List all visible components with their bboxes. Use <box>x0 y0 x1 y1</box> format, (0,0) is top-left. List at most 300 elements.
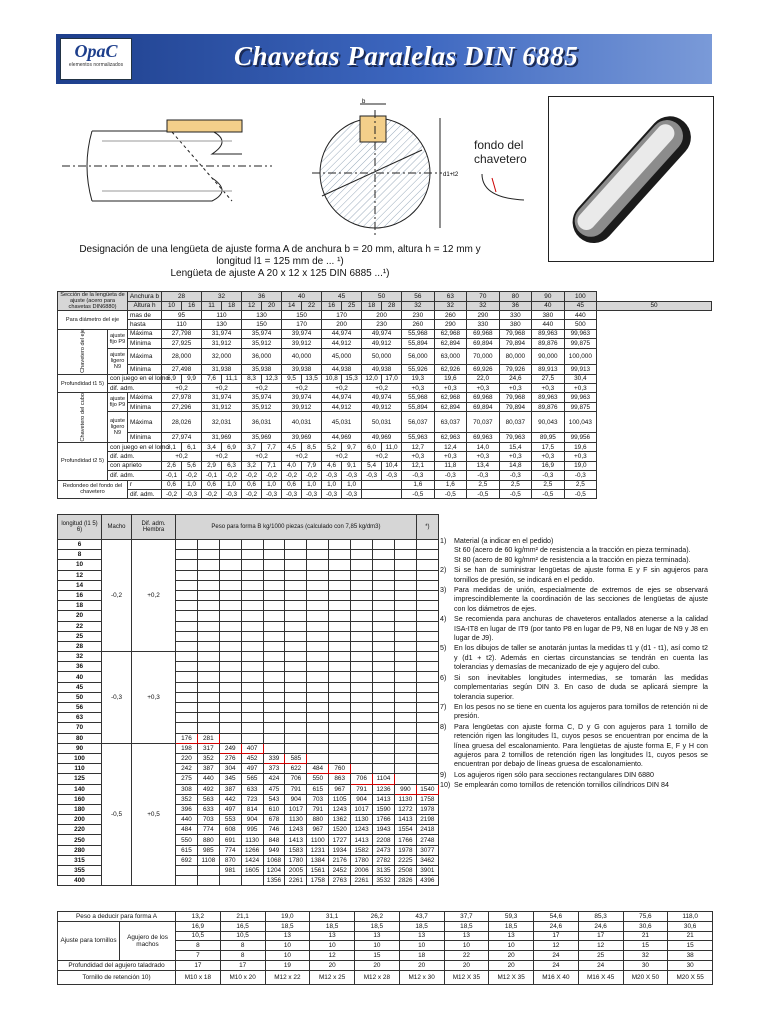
table-cell: Mínima <box>128 433 162 443</box>
data-row <box>58 412 712 433</box>
data-row <box>58 339 712 348</box>
length-value: 315 <box>58 855 102 865</box>
svg-text:d1+t2: d1+t2 <box>443 172 459 178</box>
weight-value: 1384 <box>307 855 329 865</box>
table-cell: 18 <box>399 951 444 961</box>
weight-value <box>176 621 198 631</box>
weight-value <box>329 631 351 641</box>
weight-value: 2176 <box>329 855 351 865</box>
table-cell: -0,1 <box>162 471 182 480</box>
table-cell: 50,031 <box>362 412 402 433</box>
table-cell: -0,3 <box>467 471 500 480</box>
weight-value <box>176 692 198 702</box>
weight-value: 1413 <box>394 815 416 825</box>
table-cell: 9,9 <box>182 374 202 383</box>
weight-value <box>394 580 416 590</box>
weight-value <box>394 641 416 651</box>
height-value: 36 <box>499 301 532 311</box>
table-cell: 1,6 <box>402 480 435 489</box>
table-cell: +0,2 <box>282 384 322 393</box>
weight-value <box>263 560 285 570</box>
weight-value: 1272 <box>394 804 416 814</box>
table-cell: 170 <box>282 320 322 329</box>
width-value: 90 <box>532 292 565 302</box>
table-cell: Máxima <box>128 412 162 433</box>
table-cell: -0,5 <box>102 743 132 886</box>
length-value: 70 <box>58 723 102 733</box>
weight-value <box>351 601 373 611</box>
table-cell: +0,3 <box>132 652 176 744</box>
diameter-label: Para diámetro del eje <box>58 311 128 330</box>
section-label: Sección de la lengüeta de ajuste (acero para chavetas DIN6880) <box>58 292 128 311</box>
table-cell: 32,031 <box>202 412 242 433</box>
weight-value: 220 <box>176 753 198 763</box>
page-title: Chavetas Paralelas DIN 6885 <box>234 41 579 71</box>
weight-value <box>329 733 351 743</box>
data-row <box>58 311 712 320</box>
table-cell: -0,5 <box>499 489 532 498</box>
table-cell: 99,913 <box>564 365 597 375</box>
footnote-number: 5) <box>440 644 447 653</box>
weight-value <box>285 703 307 713</box>
table-cell: 69,894 <box>467 402 500 411</box>
table-cell: Máxima <box>128 329 162 338</box>
length-value: 355 <box>58 866 102 876</box>
weight-value: 2261 <box>285 876 307 886</box>
height-value: 10 <box>162 301 182 311</box>
table-cell: 150 <box>282 311 322 320</box>
footnote-main: Los agujeros rigen sólo para secciones rectangulares DIN 6880 <box>454 770 654 779</box>
weight-value: 242 <box>176 764 198 774</box>
table-cell: Mínima <box>128 339 162 348</box>
weight-value <box>329 743 351 753</box>
footnote-sub: St 60 (acero de 60 kg/mm² de resistencia a la tracción en pieza terminada). <box>454 546 691 555</box>
table-cell: 30,6 <box>668 921 713 931</box>
weight-value <box>285 590 307 600</box>
weight-value <box>197 641 219 651</box>
table-cell: 40,000 <box>282 348 322 365</box>
table-cell: +0,2 <box>162 384 202 393</box>
data-row <box>58 374 712 383</box>
weight-value <box>176 662 198 672</box>
weight-value: 387 <box>219 784 241 794</box>
weight-value: 1780 <box>285 855 307 865</box>
weight-value: 791 <box>285 784 307 794</box>
fit-label: ajuste ligero N9 <box>108 412 128 443</box>
screw-value: M12 x 25 <box>310 970 355 984</box>
weight-value: 1130 <box>241 835 263 845</box>
weight-value: 407 <box>241 743 263 753</box>
weight-value: 703 <box>307 794 329 804</box>
table-cell: 95 <box>162 311 202 320</box>
weight-value <box>219 601 241 611</box>
weight-value <box>351 753 373 763</box>
table-cell: con juego en el lomo <box>108 442 162 451</box>
weight-value <box>351 590 373 600</box>
weight-value <box>197 611 219 621</box>
weight-value <box>307 570 329 580</box>
weight-value: 2763 <box>329 876 351 886</box>
weight-value <box>329 560 351 570</box>
footnotes <box>440 537 708 792</box>
weight-value <box>416 733 438 743</box>
table-cell: 21 <box>668 931 713 941</box>
screw-value: M20 X 50 <box>623 970 668 984</box>
table-cell: 118,0 <box>668 912 713 922</box>
footnote-text <box>454 644 708 672</box>
height-value: 45 <box>564 301 597 311</box>
female-header: Dif. adm. Hembra <box>132 515 176 540</box>
weight-value <box>307 540 329 550</box>
length-value: 110 <box>58 764 102 774</box>
table-cell: 8 <box>220 941 265 951</box>
weight-value <box>394 682 416 692</box>
weight-value <box>176 580 198 590</box>
weight-value <box>351 550 373 560</box>
table-cell: 19,3 <box>402 374 435 383</box>
table-cell: 69,968 <box>467 393 500 402</box>
footnote-main: Para lengüetas con ajuste forma C, D y G con agujeros para 1 tornillo de retención rigen las longitudes l1, cuyos pesos se encuentran por encima de la línea gruesa del escalonamiento. Para lengüetas de ajuste forma E, F y H con agujeros para 2 tornillos de retención rigen las longitudes l1, cuyos pesos se encuentran por debajo de líneas gruesa de escalonamiento. <box>454 722 708 769</box>
weight-value <box>329 550 351 560</box>
weight-value <box>219 876 241 886</box>
table-cell: -0,3 <box>282 489 302 498</box>
weight-value <box>241 652 263 662</box>
table-cell: 27,5 <box>532 374 565 383</box>
weight-value <box>241 641 263 651</box>
weight-value: 1105 <box>329 794 351 804</box>
table-cell: 17 <box>534 931 579 941</box>
data-row <box>58 921 713 931</box>
weight-value: 678 <box>263 815 285 825</box>
weight-value: 452 <box>241 753 263 763</box>
table-cell: 12 <box>578 941 623 951</box>
screw-value: M16 X 40 <box>534 970 579 984</box>
table-cell: 24,6 <box>578 921 623 931</box>
weight-value <box>197 631 219 641</box>
weight-row <box>58 743 439 753</box>
weight-value <box>351 733 373 743</box>
weight-value <box>241 540 263 550</box>
weight-value <box>329 590 351 600</box>
table-cell: 17,0 <box>382 374 402 383</box>
weight-value <box>307 733 329 743</box>
weight-value: 774 <box>219 845 241 855</box>
footnote <box>440 781 708 790</box>
weight-value <box>307 672 329 682</box>
weight-value: 2508 <box>394 866 416 876</box>
footnote-number: 8) <box>440 722 447 731</box>
weight-value <box>373 743 395 753</box>
weight-value: 249 <box>219 743 241 753</box>
weight-value <box>219 621 241 631</box>
length-value: 22 <box>58 621 102 631</box>
weight-value <box>307 723 329 733</box>
table-cell: 39,938 <box>282 365 322 375</box>
length-value: 36 <box>58 662 102 672</box>
table-cell: 27,498 <box>162 365 202 375</box>
weight-value <box>263 540 285 550</box>
table-cell: 75,6 <box>623 912 668 922</box>
weight-value: 848 <box>263 835 285 845</box>
weight-value: 424 <box>263 774 285 784</box>
table-cell: +0,2 <box>362 384 402 393</box>
table-cell: -0,5 <box>402 489 435 498</box>
table-cell: 30,6 <box>623 921 668 931</box>
table-cell: 79,926 <box>499 365 532 375</box>
weight-value <box>219 662 241 672</box>
table-cell: 10 <box>265 941 310 951</box>
length-value: 280 <box>58 845 102 855</box>
table-cell: dif. adm. <box>108 471 162 480</box>
weights-table <box>57 514 439 886</box>
weight-value <box>416 662 438 672</box>
table-cell: 30,4 <box>564 374 597 383</box>
weight-value: 387 <box>197 764 219 774</box>
weight-value <box>197 540 219 550</box>
weight-value <box>285 631 307 641</box>
table-cell: 36,000 <box>242 348 282 365</box>
weight-value <box>307 713 329 723</box>
table-cell: 70,037 <box>467 412 500 433</box>
weight-value <box>416 682 438 692</box>
table-cell: -0,3 <box>342 471 362 480</box>
weight-value <box>416 611 438 621</box>
weight-value: 2782 <box>373 855 395 865</box>
weight-value <box>416 550 438 560</box>
table-cell: 3,4 <box>202 442 222 451</box>
weight-value: 1104 <box>373 774 395 784</box>
table-cell: -0,5 <box>434 489 467 498</box>
table-cell: +0,2 <box>242 384 282 393</box>
table-cell: +0,3 <box>402 384 435 393</box>
table-cell: -0,3 <box>322 489 342 498</box>
weight-value <box>373 692 395 702</box>
weight-value <box>394 570 416 580</box>
table-cell: +0,2 <box>242 452 282 461</box>
weight-value <box>351 631 373 641</box>
height-label: Altura h <box>128 301 162 311</box>
table-cell: 10,5 <box>176 931 221 941</box>
table-cell: 22,0 <box>467 374 500 383</box>
designation-line-3: Lengüeta de ajuste A 20 x 12 x 125 DIN 6885 ...¹) <box>170 268 390 279</box>
table-cell: 20 <box>489 960 534 970</box>
weight-value: 550 <box>176 835 198 845</box>
table-cell: 45,031 <box>322 412 362 433</box>
table-cell: -0,2 <box>242 471 262 480</box>
weight-value <box>241 703 263 713</box>
weight-value: 1356 <box>263 876 285 886</box>
footnote <box>440 674 708 702</box>
weight-value <box>307 682 329 692</box>
weight-value <box>373 560 395 570</box>
table-cell: 80,000 <box>499 348 532 365</box>
footnote-text <box>454 723 708 770</box>
data-row <box>58 970 713 984</box>
weight-value: 1130 <box>394 794 416 804</box>
weight-value: 967 <box>329 784 351 794</box>
footnote-main: Si son inevitables longitudes intermedias, se tomarán las medidas complementarias según DIN 3. En caso de duda se aplicará siempre la tolerancia superior. <box>454 673 708 701</box>
table-cell: 110 <box>162 320 202 329</box>
table-cell: 31,974 <box>202 329 242 338</box>
weight-value: 442 <box>219 794 241 804</box>
weight-value <box>263 662 285 672</box>
table-cell: 79,968 <box>499 329 532 338</box>
table-cell: 16,9 <box>176 921 221 931</box>
weight-value <box>285 733 307 743</box>
weight-value: 1978 <box>416 804 438 814</box>
weight-value <box>307 631 329 641</box>
table-cell: +0,3 <box>434 452 467 461</box>
weight-value: 396 <box>176 804 198 814</box>
weight-value <box>285 601 307 611</box>
weight-value <box>416 621 438 631</box>
table-cell: 20 <box>399 960 444 970</box>
weight-value <box>416 713 438 723</box>
table-cell: 69,963 <box>467 433 500 443</box>
table-cell: 9,7 <box>342 442 362 451</box>
weight-value: 543 <box>263 794 285 804</box>
fit-label: ajuste ligero N9 <box>108 348 128 374</box>
weight-value: 1943 <box>373 825 395 835</box>
screw-value: M12 x 28 <box>355 970 400 984</box>
weight-value <box>263 570 285 580</box>
footnote-number: 4) <box>440 615 447 624</box>
table-cell: 24 <box>534 951 579 961</box>
weight-value <box>329 601 351 611</box>
weight-value <box>307 601 329 611</box>
table-cell: 36,031 <box>242 412 282 433</box>
table-cell: +0,2 <box>362 452 402 461</box>
table-cell: 32 <box>623 951 668 961</box>
table-cell: 18,5 <box>355 921 400 931</box>
weight-value <box>219 692 241 702</box>
table-cell: -0,2 <box>202 489 222 498</box>
weight-value <box>241 876 263 886</box>
length-value: 45 <box>58 682 102 692</box>
weight-value <box>285 692 307 702</box>
table-cell: 99,956 <box>564 433 597 443</box>
weight-value <box>329 713 351 723</box>
table-cell: Profundidad t1 5) <box>58 374 108 393</box>
designation-line-1: Designación de una lengüeta de ajuste forma A de anchura b = 20 mm, altura h = 12 mm y <box>79 244 481 255</box>
weight-value <box>197 570 219 580</box>
weight-value <box>394 601 416 611</box>
weight-value <box>197 713 219 723</box>
weight-header: Peso para forma B kg/1000 piezas (calculado con 7,85 kg/dm3) <box>176 515 417 540</box>
weight-value: 3077 <box>416 845 438 855</box>
weight-value <box>373 682 395 692</box>
table-cell: 13,4 <box>467 461 500 470</box>
weight-value <box>351 743 373 753</box>
weight-value: 308 <box>176 784 198 794</box>
parallel-key-image <box>548 96 714 262</box>
weight-value: 2198 <box>416 815 438 825</box>
weight-value: 608 <box>219 825 241 835</box>
table-cell: 1,0 <box>322 480 342 489</box>
height-value: 25 <box>342 301 362 311</box>
table-cell: 13,2 <box>176 912 221 922</box>
table-cell: 56,000 <box>402 348 435 365</box>
width-value: 70 <box>467 292 500 302</box>
weight-value <box>197 866 219 876</box>
weight-value <box>176 723 198 733</box>
weight-value: 746 <box>263 825 285 835</box>
data-row <box>58 329 712 338</box>
weight-value <box>263 590 285 600</box>
table-cell: 35,974 <box>242 393 282 402</box>
table-cell: 31,1 <box>310 912 355 922</box>
weight-value <box>285 662 307 672</box>
weight-value <box>329 662 351 672</box>
table-cell: 59,3 <box>489 912 534 922</box>
table-cell: +0,2 <box>202 384 242 393</box>
weight-value: 339 <box>263 753 285 763</box>
table-cell: -0,2 <box>262 471 282 480</box>
table-cell: 6,1 <box>182 442 202 451</box>
weight-value <box>176 570 198 580</box>
weight-value <box>416 774 438 784</box>
table-cell: 7 <box>176 951 221 961</box>
table-cell: +0,2 <box>162 452 202 461</box>
weight-value: 2473 <box>373 845 395 855</box>
weight-value <box>285 641 307 651</box>
weight-value <box>394 733 416 743</box>
weight-value <box>241 682 263 692</box>
weight-value <box>416 560 438 570</box>
weight-value: 610 <box>263 804 285 814</box>
weight-value: 3135 <box>373 866 395 876</box>
table-cell: 7,1 <box>262 461 282 470</box>
footnote-text <box>454 703 708 722</box>
table-cell: 440 <box>564 311 597 320</box>
weight-value <box>219 703 241 713</box>
weight-value: 1424 <box>241 855 263 865</box>
table-cell: 290 <box>434 320 467 329</box>
weight-value <box>176 682 198 692</box>
table-cell: 89,95 <box>532 433 565 443</box>
table-cell: 21 <box>623 931 668 941</box>
weight-value <box>285 621 307 631</box>
weight-value <box>285 611 307 621</box>
footnote <box>440 586 708 614</box>
weight-value <box>285 713 307 723</box>
weight-value <box>176 631 198 641</box>
table-cell: dif. adm. <box>108 384 162 393</box>
table-cell: 10,4 <box>382 461 402 470</box>
table-cell: 22 <box>444 951 489 961</box>
table-cell: -0,5 <box>532 489 565 498</box>
table-cell: 55,894 <box>402 339 435 348</box>
table-cell: 80,037 <box>499 412 532 433</box>
dimensions-table <box>57 291 712 499</box>
weight-value <box>263 652 285 662</box>
weight-value <box>351 621 373 631</box>
table-cell: *) <box>416 515 438 540</box>
weight-value <box>329 753 351 763</box>
length-value: 32 <box>58 652 102 662</box>
table-cell: -0,3 <box>222 489 242 498</box>
designation-line-2: longitud l1 = 125 mm de ... ¹) <box>216 256 344 267</box>
table-cell: 44,912 <box>322 402 362 411</box>
table-cell: 89,963 <box>532 329 565 338</box>
table-cell: -0,3 <box>182 489 202 498</box>
table-cell: 1,6 <box>434 480 467 489</box>
table-cell: 5,2 <box>322 442 342 451</box>
weight-value: 563 <box>197 794 219 804</box>
logo-subtitle: elementos normalizados <box>68 62 124 68</box>
weight-value: 304 <box>219 764 241 774</box>
weight-value <box>373 733 395 743</box>
